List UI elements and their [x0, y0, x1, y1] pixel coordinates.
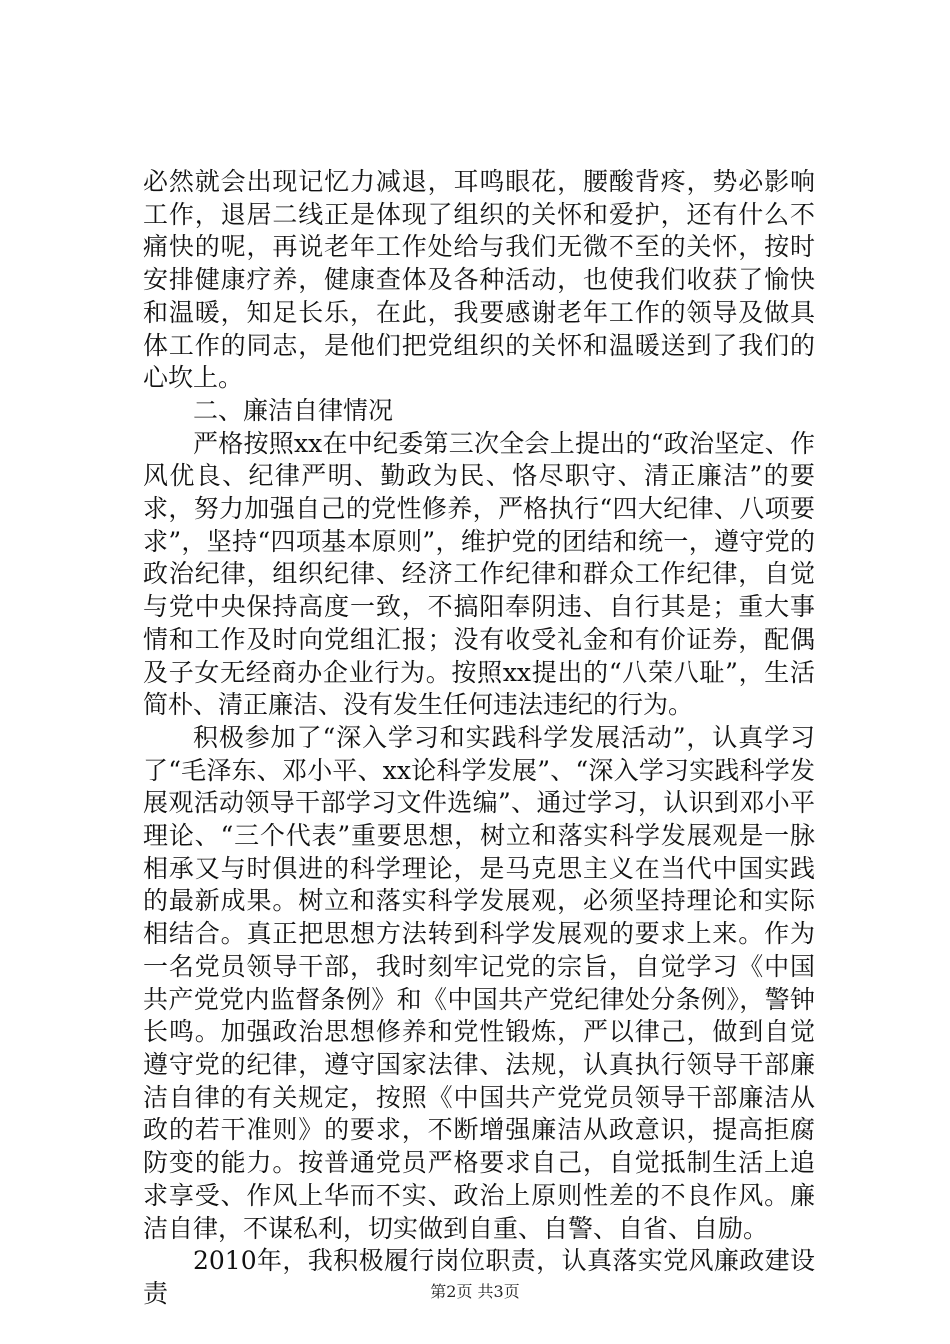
page-number-footer: 第2页 共3页	[430, 1282, 520, 1301]
document-body	[143, 166, 815, 1311]
paragraph-1: 必然就会出现记忆力减退，耳鸣眼花，腰酸背疼，势必影响工作，退居二线正是体现了组织的关怀和爱护，还有什么不痛快的呢，再说老年工作处给与我们无微不至的关怀，按时安排健康疗养，健康查体及各种活动，也使我们收获了愉快和温暖，知足长乐，在此，我要感谢老年工作的领导及做具体工作的同志，是他们把党组织的关怀和温暖送到了我们的心坎上。	[143, 167, 815, 393]
paragraph-4: 积极参加了“深入学习和实践科学发展活动”，认真学习了“毛泽东、邓小平、xx论科学发展”、“深入学习实践科学发展观活动领导干部学习文件选编”、通过学习，认识到邓小平理论、“三个代表”重要思想，树立和落实科学发展观是一脉相承又与时俱进的科学理论，是马克思主义在当代中国实践的最新成果。树立和落实科学发展观，必须坚持理论和实际相结合。真正把思想方法转到科学发展观的要求上来。作为一名党员领导干部，我时刻牢记党的宗旨，自觉学习《中国共产党党内监督条例》和《中国共产党纪律处分条例》，警钟长鸣。加强政治思想修养和党性锻炼，严以律己，做到自觉遵守党的纪律，遵守国家法律、法规，认真执行领导干部廉洁自律的有关规定，按照《中国共产党党员领导干部廉洁从政的若干准则》的要求，不断增强廉洁从政意识，提高拒腐防变的能力。按普通党员严格要求自己，自觉抵制生活上追求享受、作风上华而不实、政治上原则性差的不良作风。廉洁自律，不谋私利，切实做到自重、自警、自省、自励。	[143, 722, 815, 1243]
paragraph-5: 2010年，我积极履行岗位职责，认真落实党风廉政建设责	[143, 1246, 815, 1308]
section-heading-integrity: 二、廉洁自律情况	[193, 395, 394, 425]
paragraph-3: 严格按照xx在中纪委第三次全会上提出的“政治坚定、作风优良、纪律严明、勤政为民、恪尽职守、清正廉洁”的要求，努力加强自己的党性修养，严格执行“四大纪律、八项要求”，坚持“四项基本原则”，维护党的团结和统一，遵守党的政治纪律，组织纪律、经济工作纪律和群众工作纪律，自觉与党中央保持高度一致，不搞阳奉阴违、自行其是；重大事情和工作及时向党组汇报；没有收受礼金和有价证券，配偶及子女无经商办企业行为。按照xx提出的“八荣八耻”，生活简朴、清正廉洁、没有发生任何违法违纪的行为。	[143, 428, 815, 720]
